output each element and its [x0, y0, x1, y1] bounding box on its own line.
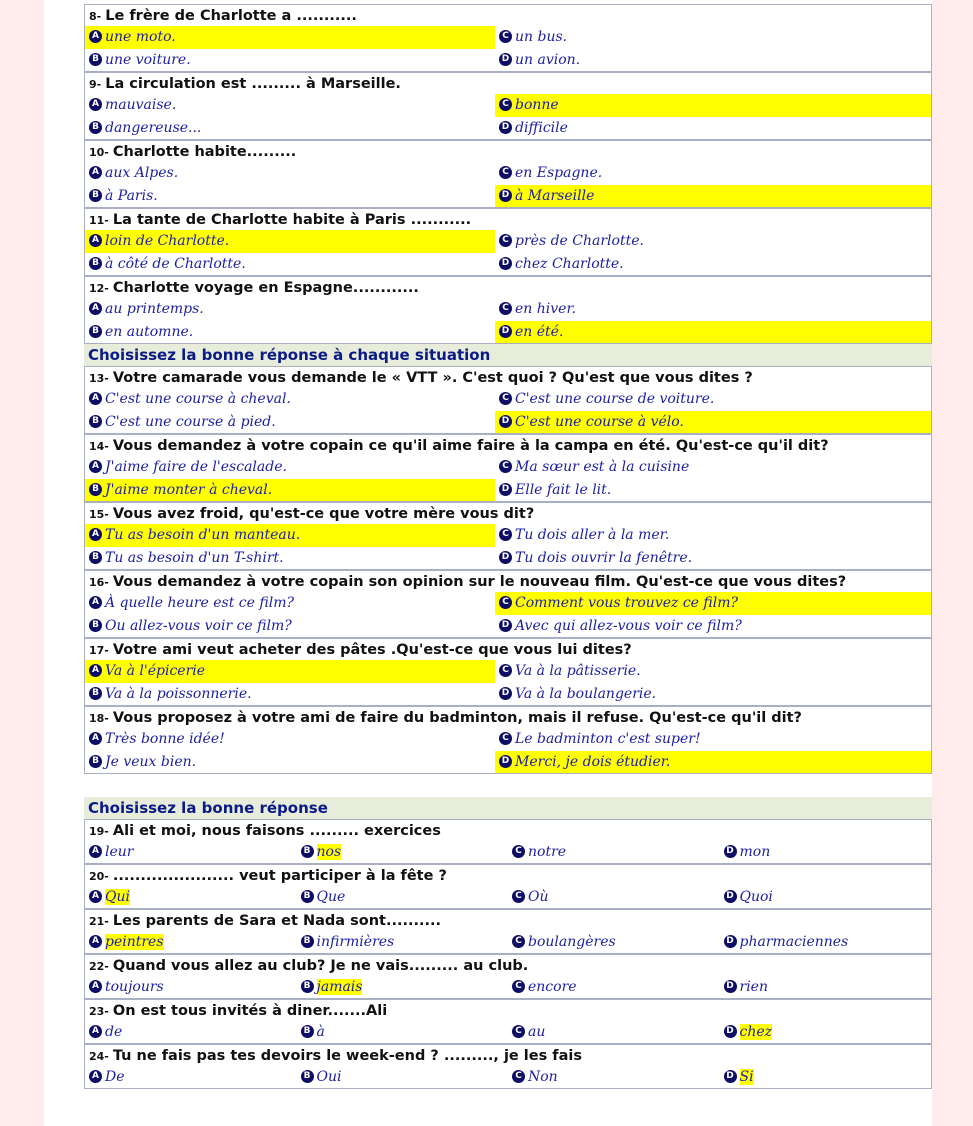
answer-option-d[interactable]	[495, 321, 931, 343]
option-text: C'est une course à cheval.	[105, 391, 291, 407]
answer-option-b[interactable]	[85, 615, 495, 637]
answer-option-d[interactable]	[495, 615, 931, 637]
option-letter-b-icon: B	[89, 687, 102, 700]
option-text: peintres	[105, 934, 164, 950]
question-text: Vous avez froid, qu'est-ce que votre mère vous dit?	[112, 506, 535, 522]
answer-option-d[interactable]	[720, 1066, 932, 1088]
option-text: aux Alpes.	[105, 165, 179, 181]
section-title-situations: Choisissez la bonne réponse à chaque situation	[84, 344, 932, 366]
answer-option-a[interactable]	[85, 886, 297, 908]
worksheet-content	[84, 4, 932, 1089]
option-letter-d-icon: D	[724, 1025, 737, 1038]
option-text: infirmières	[316, 934, 395, 950]
question-number: 21-	[89, 915, 109, 928]
option-letter-d-icon: D	[499, 619, 512, 632]
question-number: 24-	[89, 1050, 109, 1063]
option-text: Non	[528, 1069, 558, 1085]
option-letter-b-icon: B	[89, 483, 102, 496]
answer-option-b[interactable]	[297, 976, 509, 998]
answer-option-c[interactable]	[508, 841, 720, 863]
answer-option-c[interactable]	[508, 1066, 720, 1088]
answer-option-b[interactable]	[85, 411, 495, 433]
option-letter-c-icon: C	[499, 30, 512, 43]
option-text: en Espagne.	[515, 165, 603, 181]
option-letter-c-icon: C	[512, 1070, 525, 1083]
option-letter-c-icon: C	[499, 98, 512, 111]
answer-row	[84, 117, 932, 140]
option-letter-b-icon: B	[89, 189, 102, 202]
question-number: 20-	[89, 870, 109, 883]
question-number: 15-	[89, 508, 109, 521]
answer-option-b[interactable]	[85, 117, 495, 139]
question-number: 17-	[89, 644, 109, 657]
answer-row	[84, 751, 932, 774]
question-row	[84, 909, 932, 931]
option-text: à	[316, 1024, 325, 1040]
answer-option-a[interactable]	[85, 26, 495, 49]
answer-option-c[interactable]	[495, 162, 931, 185]
question-text: Charlotte voyage en Espagne............	[112, 280, 419, 296]
option-letter-c-icon: C	[512, 980, 525, 993]
answer-option-b[interactable]	[85, 479, 495, 501]
option-letter-a-icon: A	[89, 166, 102, 179]
answer-option-d[interactable]	[720, 1021, 932, 1043]
option-letter-b-icon: B	[301, 1025, 314, 1038]
answer-option-d[interactable]	[495, 117, 931, 139]
option-text: C'est une course de voiture.	[515, 391, 715, 407]
answer-row	[84, 185, 932, 208]
option-text: en été.	[515, 324, 564, 340]
question-row	[84, 819, 932, 841]
question-number: 11-	[89, 214, 109, 227]
question-row	[84, 954, 932, 976]
answer-option-b[interactable]	[85, 321, 495, 343]
answer-row	[84, 1066, 932, 1089]
answer-option-a[interactable]	[85, 931, 297, 953]
option-text: rien	[739, 979, 768, 995]
option-letter-a-icon: A	[89, 98, 102, 111]
answer-option-b[interactable]	[297, 1066, 509, 1088]
answer-option-a[interactable]	[85, 1066, 297, 1088]
option-text: Va à la boulangerie.	[515, 686, 657, 702]
option-text: Quoi	[739, 889, 773, 905]
answer-option-b[interactable]	[85, 185, 495, 207]
option-letter-c-icon: C	[499, 392, 512, 405]
answer-option-a[interactable]	[85, 230, 495, 253]
question-number: 22-	[89, 960, 109, 973]
option-text: boulangères	[528, 934, 616, 950]
answer-option-c[interactable]	[508, 931, 720, 953]
answer-option-a[interactable]	[85, 94, 495, 117]
option-letter-d-icon: D	[724, 890, 737, 903]
option-letter-a-icon: A	[89, 302, 102, 315]
question-text: On est tous invités à diner.......Ali	[112, 1003, 388, 1019]
question-number: 16-	[89, 576, 109, 589]
option-text: J'aime monter à cheval.	[105, 482, 273, 498]
answer-row	[84, 976, 932, 999]
option-text: C'est une course à vélo.	[515, 414, 684, 430]
option-letter-c-icon: C	[499, 732, 512, 745]
option-letter-d-icon: D	[724, 935, 737, 948]
option-text: bonne	[515, 97, 559, 113]
option-letter-c-icon: C	[499, 234, 512, 247]
answer-option-d[interactable]	[495, 253, 931, 275]
option-text: Tu dois ouvrir la fenêtre.	[515, 550, 693, 566]
question-text: Ali et moi, nous faisons ......... exercices	[112, 823, 441, 839]
option-text: en hiver.	[515, 301, 577, 317]
option-letter-c-icon: C	[512, 890, 525, 903]
answer-row	[84, 298, 932, 321]
question-text: Charlotte habite.........	[112, 144, 297, 160]
option-text: toujours	[105, 979, 164, 995]
answer-option-c[interactable]	[495, 230, 931, 253]
option-letter-b-icon: B	[89, 755, 102, 768]
option-text: Tu dois aller à la mer.	[515, 527, 670, 543]
option-letter-b-icon: B	[89, 551, 102, 564]
option-letter-b-icon: B	[89, 257, 102, 270]
option-text: à Paris.	[105, 188, 158, 204]
option-letter-a-icon: A	[89, 935, 102, 948]
question-row	[84, 366, 932, 388]
option-text: une moto.	[105, 29, 176, 45]
option-text: Où	[528, 889, 549, 905]
answer-option-a[interactable]	[85, 728, 495, 751]
question-block-situations	[84, 366, 932, 774]
answer-row	[84, 547, 932, 570]
question-text: Votre camarade vous demande le « VTT ». C'est quoi ? Qu'est que vous dites ?	[112, 370, 753, 386]
answer-option-c[interactable]	[508, 976, 720, 998]
option-letter-b-icon: B	[89, 415, 102, 428]
answer-row	[84, 26, 932, 49]
option-text: De	[105, 1069, 125, 1085]
option-letter-a-icon: A	[89, 596, 102, 609]
option-text: pharmaciennes	[739, 934, 849, 950]
question-block-grammar	[84, 819, 932, 1089]
option-letter-d-icon: D	[499, 325, 512, 338]
answer-row	[84, 162, 932, 185]
answer-row	[84, 49, 932, 72]
option-text: encore	[528, 979, 577, 995]
option-text: chez	[739, 1024, 773, 1040]
question-row	[84, 276, 932, 298]
option-text: près de Charlotte.	[515, 233, 644, 249]
option-text: à Marseille	[515, 188, 595, 204]
option-text: Elle fait le lit.	[515, 482, 612, 498]
answer-option-c[interactable]	[495, 298, 931, 321]
answer-row	[84, 1021, 932, 1044]
question-row	[84, 999, 932, 1021]
question-row	[84, 864, 932, 886]
option-letter-c-icon: C	[499, 166, 512, 179]
question-row	[84, 4, 932, 26]
question-number: 13-	[89, 372, 109, 385]
option-letter-d-icon: D	[499, 755, 512, 768]
option-text: Que	[316, 889, 346, 905]
option-letter-d-icon: D	[724, 845, 737, 858]
option-text: notre	[528, 844, 567, 860]
option-text: Va à la pâtisserie.	[515, 663, 641, 679]
option-letter-d-icon: D	[724, 980, 737, 993]
option-letter-d-icon: D	[499, 483, 512, 496]
option-text: au	[528, 1024, 546, 1040]
option-text: À quelle heure est ce film?	[105, 595, 294, 611]
question-text: Le frère de Charlotte a ...........	[105, 8, 357, 24]
answer-row	[84, 230, 932, 253]
answer-row	[84, 253, 932, 276]
answer-row	[84, 615, 932, 638]
option-text: Très bonne idée!	[105, 731, 225, 747]
answer-option-c[interactable]	[495, 456, 931, 479]
question-row	[84, 208, 932, 230]
question-text: Les parents de Sara et Nada sont..........	[112, 913, 442, 929]
option-text: en automne.	[105, 324, 194, 340]
option-text: nos	[316, 844, 342, 860]
question-number: 10-	[89, 146, 109, 159]
answer-option-d[interactable]	[495, 49, 931, 71]
option-text: Merci, je dois étudier.	[515, 754, 671, 770]
question-number: 19-	[89, 825, 109, 838]
option-text: Je veux bien.	[105, 754, 197, 770]
option-text: Comment vous trouvez ce film?	[515, 595, 739, 611]
question-number: 14-	[89, 440, 109, 453]
answer-option-b[interactable]	[85, 49, 495, 71]
option-letter-c-icon: C	[499, 664, 512, 677]
option-letter-a-icon: A	[89, 732, 102, 745]
option-text: Tu as besoin d'un manteau.	[105, 527, 301, 543]
option-letter-a-icon: A	[89, 30, 102, 43]
question-row	[84, 1044, 932, 1066]
option-letter-a-icon: A	[89, 234, 102, 247]
option-letter-c-icon: C	[512, 935, 525, 948]
answer-option-d[interactable]	[495, 751, 931, 773]
question-row	[84, 570, 932, 592]
option-text: mon	[739, 844, 771, 860]
question-text: Vous demandez à votre copain ce qu'il aime faire à la campa en été. Qu'est-ce qu'il dit?	[112, 438, 829, 454]
answer-row	[84, 388, 932, 411]
option-letter-b-icon: B	[89, 325, 102, 338]
answer-row	[84, 841, 932, 864]
answer-row	[84, 524, 932, 547]
answer-row	[84, 411, 932, 434]
worksheet-page	[44, 0, 932, 1126]
question-text: Quand vous allez au club? Je ne vais......... au club.	[112, 958, 529, 974]
option-letter-a-icon: A	[89, 845, 102, 858]
question-row	[84, 706, 932, 728]
option-text: J'aime faire de l'escalade.	[105, 459, 287, 475]
option-text: un avion.	[515, 52, 581, 68]
option-letter-b-icon: B	[301, 890, 314, 903]
option-letter-c-icon: C	[499, 596, 512, 609]
answer-option-b[interactable]	[297, 886, 509, 908]
answer-option-a[interactable]	[85, 592, 495, 615]
answer-option-c[interactable]	[495, 388, 931, 411]
answer-option-d[interactable]	[495, 479, 931, 501]
answer-row	[84, 660, 932, 683]
option-letter-b-icon: B	[89, 619, 102, 632]
answer-option-a[interactable]	[85, 162, 495, 185]
option-text: Va à la poissonnerie.	[105, 686, 252, 702]
answer-option-a[interactable]	[85, 841, 297, 863]
option-text: Va à l'épicerie	[105, 663, 206, 679]
answer-option-d[interactable]	[495, 411, 931, 433]
answer-option-d[interactable]	[720, 931, 932, 953]
answer-option-c[interactable]	[495, 592, 931, 615]
answer-option-a[interactable]	[85, 298, 495, 321]
option-letter-d-icon: D	[724, 1070, 737, 1083]
option-text: une voiture.	[105, 52, 191, 68]
section-spacer	[84, 774, 932, 797]
option-text: Tu as besoin d'un T-shirt.	[105, 550, 284, 566]
option-letter-a-icon: A	[89, 664, 102, 677]
answer-option-c[interactable]	[495, 728, 931, 751]
answer-option-c[interactable]	[508, 886, 720, 908]
answer-option-b[interactable]	[297, 1021, 509, 1043]
option-text: à côté de Charlotte.	[105, 256, 246, 272]
question-row	[84, 140, 932, 162]
answer-option-a[interactable]	[85, 976, 297, 998]
option-text: Ou allez-vous voir ce film?	[105, 618, 292, 634]
answer-option-a[interactable]	[85, 1021, 297, 1043]
answer-option-a[interactable]	[85, 388, 495, 411]
option-letter-d-icon: D	[499, 687, 512, 700]
option-text: de	[105, 1024, 123, 1040]
option-text: Oui	[316, 1069, 342, 1085]
answer-option-a[interactable]	[85, 524, 495, 547]
question-text: Tu ne fais pas tes devoirs le week-end ? ........., je les fais	[112, 1048, 582, 1064]
answer-option-c[interactable]	[495, 94, 931, 117]
option-letter-c-icon: C	[499, 460, 512, 473]
question-row	[84, 502, 932, 524]
question-text: ...................... veut participer à la fête ?	[112, 868, 447, 884]
answer-row	[84, 592, 932, 615]
answer-option-b[interactable]	[297, 931, 509, 953]
question-number: 9-	[89, 78, 102, 91]
question-number: 8-	[89, 10, 102, 23]
option-text: Le badminton c'est super!	[515, 731, 701, 747]
option-text: Qui	[105, 889, 130, 905]
answer-option-d[interactable]	[720, 976, 932, 998]
option-letter-d-icon: D	[499, 121, 512, 134]
answer-row	[84, 728, 932, 751]
option-letter-b-icon: B	[301, 845, 314, 858]
question-text: La circulation est ......... à Marseille.	[105, 76, 401, 92]
question-row	[84, 72, 932, 94]
answer-option-d[interactable]	[720, 886, 932, 908]
option-text: Si	[739, 1069, 754, 1085]
option-letter-c-icon: C	[499, 528, 512, 541]
option-text: leur	[105, 844, 134, 860]
option-text: difficile	[515, 120, 568, 136]
answer-option-c[interactable]	[495, 524, 931, 547]
question-text: Vous demandez à votre copain son opinion sur le nouveau film. Qu'est-ce que vous dites?	[112, 574, 847, 590]
option-letter-a-icon: A	[89, 980, 102, 993]
answer-option-d[interactable]	[495, 185, 931, 207]
answer-row	[84, 321, 932, 344]
option-text: dangereuse...	[105, 120, 202, 136]
answer-option-b[interactable]	[85, 683, 495, 705]
option-text: au printemps.	[105, 301, 204, 317]
question-number: 12-	[89, 282, 109, 295]
question-text: Votre ami veut acheter des pâtes .Qu'est-ce que vous lui dites?	[112, 642, 632, 658]
answer-row	[84, 886, 932, 909]
answer-row	[84, 479, 932, 502]
answer-option-c[interactable]	[495, 26, 931, 49]
question-block-comprehension	[84, 4, 932, 344]
answer-option-c[interactable]	[495, 660, 931, 683]
answer-option-b[interactable]	[85, 547, 495, 569]
answer-row	[84, 683, 932, 706]
option-letter-c-icon: C	[512, 1025, 525, 1038]
answer-row	[84, 931, 932, 954]
option-text: C'est une course à pied.	[105, 414, 276, 430]
option-text: chez Charlotte.	[515, 256, 624, 272]
option-letter-d-icon: D	[499, 551, 512, 564]
option-letter-a-icon: A	[89, 1070, 102, 1083]
answer-row	[84, 456, 932, 479]
option-letter-c-icon: C	[512, 845, 525, 858]
answer-option-d[interactable]	[495, 547, 931, 569]
question-text: Vous proposez à votre ami de faire du badminton, mais il refuse. Qu'est-ce qu'il dit?	[112, 710, 802, 726]
answer-option-b[interactable]	[297, 841, 509, 863]
option-letter-b-icon: B	[89, 121, 102, 134]
answer-row	[84, 94, 932, 117]
question-number: 23-	[89, 1005, 109, 1018]
answer-option-c[interactable]	[508, 1021, 720, 1043]
option-text: jamais	[316, 979, 363, 995]
option-letter-d-icon: D	[499, 189, 512, 202]
option-letter-a-icon: A	[89, 392, 102, 405]
option-letter-a-icon: A	[89, 1025, 102, 1038]
option-text: Avec qui allez-vous voir ce film?	[515, 618, 742, 634]
option-text: loin de Charlotte.	[105, 233, 230, 249]
option-letter-a-icon: A	[89, 890, 102, 903]
answer-option-b[interactable]	[85, 751, 495, 773]
option-letter-b-icon: B	[301, 1070, 314, 1083]
option-text: un bus.	[515, 29, 568, 45]
answer-option-b[interactable]	[85, 253, 495, 275]
option-letter-b-icon: B	[301, 980, 314, 993]
question-text: La tante de Charlotte habite à Paris ...........	[112, 212, 472, 228]
option-letter-a-icon: A	[89, 528, 102, 541]
option-letter-d-icon: D	[499, 257, 512, 270]
question-row	[84, 434, 932, 456]
section-title-grammar: Choisissez la bonne réponse	[84, 797, 932, 819]
question-number: 18-	[89, 712, 109, 725]
option-letter-b-icon: B	[301, 935, 314, 948]
option-letter-d-icon: D	[499, 415, 512, 428]
option-text: mauvaise.	[105, 97, 177, 113]
answer-option-a[interactable]	[85, 660, 495, 683]
answer-option-d[interactable]	[720, 841, 932, 863]
option-letter-b-icon: B	[89, 53, 102, 66]
option-letter-c-icon: C	[499, 302, 512, 315]
option-text: Ma sœur est à la cuisine	[515, 459, 690, 475]
option-letter-a-icon: A	[89, 460, 102, 473]
answer-option-d[interactable]	[495, 683, 931, 705]
option-letter-d-icon: D	[499, 53, 512, 66]
answer-option-a[interactable]	[85, 456, 495, 479]
question-row	[84, 638, 932, 660]
